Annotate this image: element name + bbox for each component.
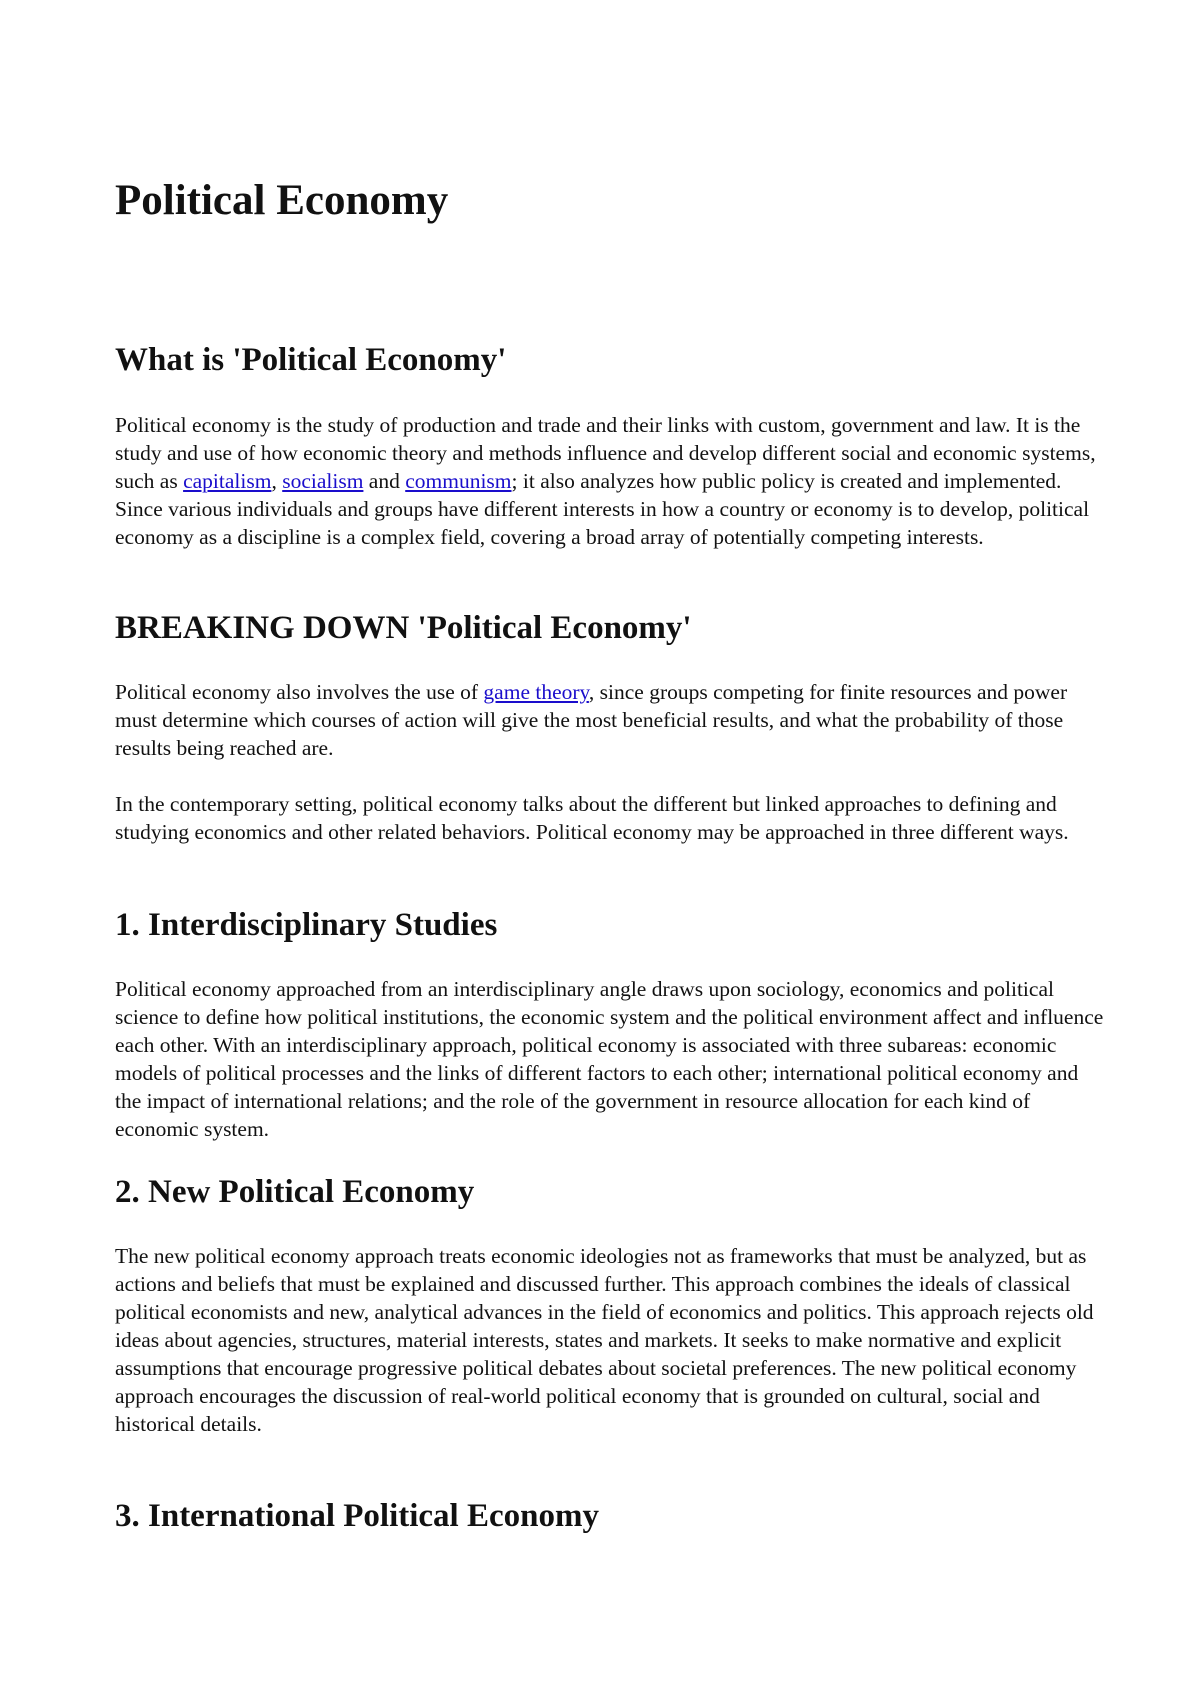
paragraph-text: , since groups competing for finite resources and power must determine which courses of action will give the most beneficial results, and what the probability of those results being reached are. <box>115 680 1068 760</box>
section-interdisciplinary-paragraph: Political economy approached from an interdisciplinary angle draws upon sociology, economics and political science to define how political institutions, the economic system and the political environment affect and influence each other. With an interdisciplinary approach, political economy is associated with three subareas: economic models of political processes and the links of different factors to each other; international political economy and the impact of international relations; and the role of the government in resource allocation for each kind of economic system. <box>115 977 1104 1141</box>
communism-link[interactable]: communism <box>405 469 512 493</box>
section-new-political-economy-paragraph: The new political economy approach treats economic ideologies not as frameworks that must be analyzed, but as actions and beliefs that must be explained and discussed further. This approach combines the ideals of classical political economists and new, analytical advances in the field of economics and politics. This approach rejects old ideas about agencies, structures, material interests, states and markets. It seeks to make normative and explicit assumptions that encourage progressive political debates about societal preferences. The new political economy approach encourages the discussion of real-world political economy that is grounded on cultural, social and historical details. <box>115 1244 1094 1436</box>
page-title: Political Economy <box>115 177 449 224</box>
capitalism-link[interactable]: capitalism <box>183 469 272 493</box>
section-heading-interdisciplinary: 1. Interdisciplinary Studies <box>115 907 498 943</box>
section-heading-breaking-down: BREAKING DOWN 'Political Economy' <box>115 610 692 646</box>
section-heading-international: 3. International Political Economy <box>115 1498 599 1534</box>
paragraph-text: ; it also analyzes how public policy is created and implemented. Since various individuals and groups have different interests in how a country or economy is to develop, political economy as a discipline is a complex field, covering a broad array of potentially competing interests. <box>115 469 1090 549</box>
game-theory-link[interactable]: game theory <box>483 680 589 704</box>
section-breaking-down-paragraph-1 <box>115 678 1105 762</box>
section-heading-new-political-economy: 2. New Political Economy <box>115 1174 475 1210</box>
paragraph-text: and <box>363 469 406 493</box>
socialism-link[interactable]: socialism <box>282 469 364 493</box>
paragraph-text: Political economy also involves the use of <box>115 680 484 704</box>
section-heading-what-is: What is 'Political Economy' <box>115 342 507 378</box>
section-what-is-paragraph <box>115 411 1105 551</box>
section-breaking-down-paragraph-2: In the contemporary setting, political economy talks about the different but linked approaches to defining and studying economics and other related behaviors. Political economy may be approached in three different ways. <box>115 792 1069 844</box>
paragraph-text: Political economy is the study of production and trade and their links with custom, government and law. It is the study and use of how economic theory and methods influence and develop different social and economic systems, such as <box>115 413 1096 493</box>
paragraph-text: , <box>271 469 283 493</box>
